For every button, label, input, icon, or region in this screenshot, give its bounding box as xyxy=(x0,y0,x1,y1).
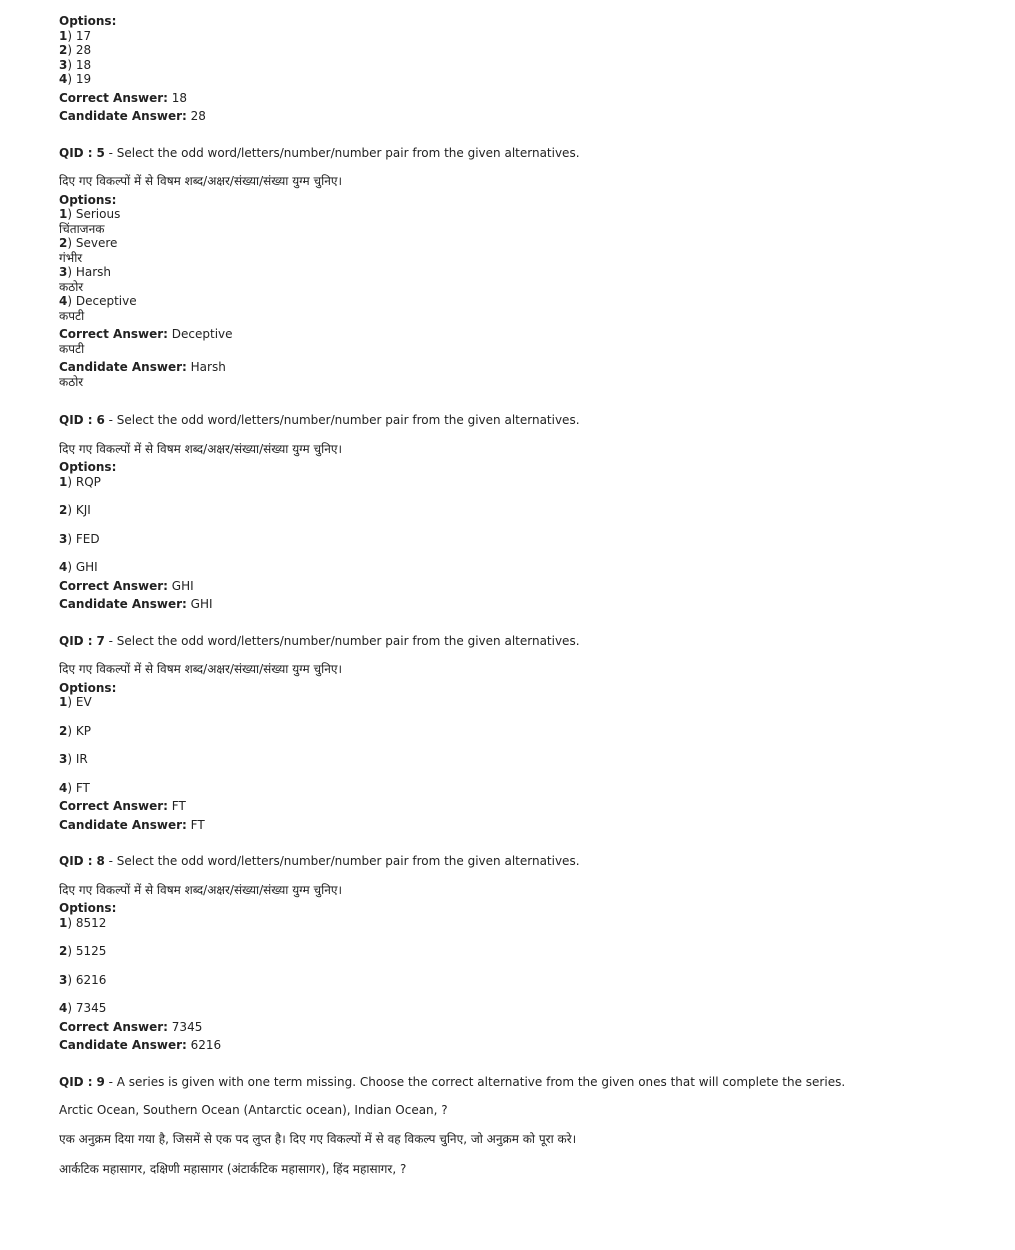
option-item: 1) RQP xyxy=(59,474,101,489)
question-text-en: QID : 9 - A series is given with one term missing. Choose the correct alternative from the given ones that will complete the series. xyxy=(59,1074,846,1089)
candidate-answer: Candidate Answer: FT xyxy=(59,817,205,832)
options-label: Options: xyxy=(59,680,117,695)
question-7 xyxy=(59,634,999,833)
question-text-en: QID : 7 - Select the odd word/letters/number/number pair from the given alternatives. xyxy=(59,633,580,648)
options-label: Options: xyxy=(59,192,117,207)
correct-answer: Correct Answer: GHI xyxy=(59,578,194,593)
option-item: 1) Serious xyxy=(59,207,121,221)
option-item: 2) Severe xyxy=(59,236,118,250)
candidate-answer: Candidate Answer: 6216 xyxy=(59,1038,222,1052)
option-item: 4) FT xyxy=(59,780,90,795)
question-9 xyxy=(59,1075,999,1177)
question-text-en: QID : 5 - Select the odd word/letters/number/number pair from the given alternatives. xyxy=(59,145,580,160)
candidate-answer-hi: कठोर xyxy=(59,374,84,389)
series-text-hi: आर्कटिक महासागर, दक्षिणी महासागर (अंटार्कटिक महासागर), हिंद महासागर, ? xyxy=(59,1162,407,1176)
options-label: Options: xyxy=(59,901,117,915)
options-label: Options: xyxy=(59,14,117,28)
option-item: 4) 19 xyxy=(59,72,92,86)
option-item: 3) 18 xyxy=(59,57,92,72)
option-item: 1) 8512 xyxy=(59,915,107,930)
question-6 xyxy=(59,413,999,612)
question-text-hi: दिए गए विकल्पों में से विषम शब्द/अक्षर/संख्या/संख्या युग्म चुनिए। xyxy=(59,882,343,897)
option-item-hi: चिंताजनक xyxy=(59,221,105,236)
option-item: 2) KP xyxy=(59,723,91,738)
candidate-answer: Candidate Answer: GHI xyxy=(59,597,213,611)
option-item: 3) IR xyxy=(59,752,88,766)
top-block xyxy=(59,14,999,124)
option-item: 4) 7345 xyxy=(59,1001,107,1015)
option-item: 2) 28 xyxy=(59,43,92,57)
option-item: 4) GHI xyxy=(59,560,98,574)
correct-answer: Correct Answer: FT xyxy=(59,799,186,813)
option-item: 2) KJI xyxy=(59,503,91,517)
option-item-hi: कठोर xyxy=(59,279,84,294)
option-item: 3) Harsh xyxy=(59,265,112,279)
question-text-en: QID : 8 - Select the odd word/letters/number/number pair from the given alternatives. xyxy=(59,854,580,868)
option-item-hi: गंभीर xyxy=(59,250,83,265)
correct-answer: Correct Answer: Deceptive xyxy=(59,327,233,341)
option-item: 4) Deceptive xyxy=(59,294,137,308)
series-text-en: Arctic Ocean, Southern Ocean (Antarctic ocean), Indian Ocean, ? xyxy=(59,1103,448,1117)
question-5 xyxy=(59,146,999,390)
correct-answer: Correct Answer: 7345 xyxy=(59,1019,203,1034)
correct-answer-hi: कपटी xyxy=(59,341,85,356)
question-text-hi: दिए गए विकल्पों में से विषम शब्द/अक्षर/संख्या/संख्या युग्म चुनिए। xyxy=(59,662,343,676)
option-item: 1) EV xyxy=(59,695,92,709)
document-page xyxy=(59,14,999,1177)
correct-answer: Correct Answer: 18 xyxy=(59,90,188,105)
candidate-answer: Candidate Answer: Harsh xyxy=(59,360,226,374)
options-label: Options: xyxy=(59,460,117,474)
option-item: 3) 6216 xyxy=(59,972,107,987)
question-text-en: QID : 6 - Select the odd word/letters/number/number pair from the given alternatives. xyxy=(59,413,580,427)
question-text-hi: दिए गए विकल्पों में से विषम शब्द/अक्षर/संख्या/संख्या युग्म चुनिए। xyxy=(59,441,343,456)
question-8 xyxy=(59,854,999,1053)
candidate-answer: Candidate Answer: 28 xyxy=(59,109,206,123)
option-item-hi: कपटी xyxy=(59,308,85,323)
option-item: 1) 17 xyxy=(59,28,92,43)
question-text-hi: दिए गए विकल्पों में से विषम शब्द/अक्षर/संख्या/संख्या युग्म चुनिए। xyxy=(59,174,343,188)
question-text-hi: एक अनुक्रम दिया गया है, जिसमें से एक पद लुप्त है। दिए गए विकल्पों में से वह विकल्प चुनिए, जो अनुक्रम को पूरा करे। xyxy=(59,1131,577,1146)
option-item: 3) FED xyxy=(59,531,100,546)
option-item: 2) 5125 xyxy=(59,944,107,958)
